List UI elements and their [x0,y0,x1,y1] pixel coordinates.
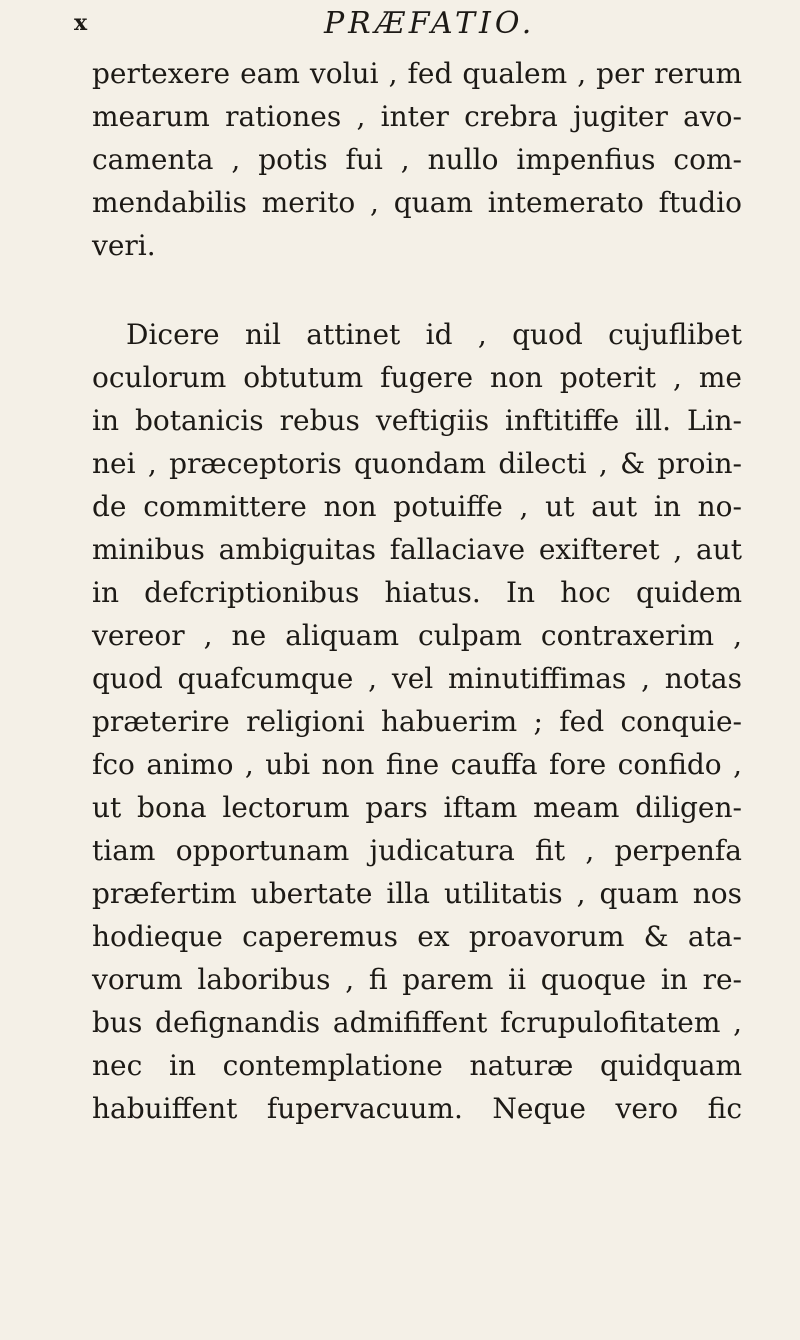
text-line: præfertim ubertate illa utilitatis , quam nos [92,877,742,910]
text-line: in defcriptionibus hiatus. In hoc quidem [92,576,742,609]
text-line: vorum laboribus , fi parem ii quoque in re- [92,963,742,996]
text-line: vereor , ne aliquam culpam contraxerim , [92,619,742,652]
text-line: ut bona lectorum pars iftam meam diligen- [92,791,742,824]
text-line: minibus ambiguitas fallaciave exifteret , aut [92,533,742,566]
text-line: fco animo , ubi non fine cauffa fore confido , [92,748,742,781]
text-line: habuiffent fupervacuum. Neque vero fic [92,1092,742,1125]
text-line: de committere non potuiffe , ut aut in no- [92,490,742,523]
text-line: bus defignandis admififfent fcrupulofitatem , [92,1006,742,1039]
text-line: tiam opportunam judicatura fit , perpenfa [92,834,742,867]
text-line: mearum rationes , inter crebra jugiter avo- [92,100,742,133]
text-line: pertexere eam volui , fed qualem , per rerum [92,57,742,90]
text-line: veri. [92,229,156,262]
page-header [0,4,800,50]
page-number: x [74,10,88,36]
text-line: mendabilis merito , quam intemerato ftudio [92,186,742,219]
text-line: hodieque caperemus ex proavorum & ata- [92,920,742,953]
text-line: oculorum obtutum fugere non poterit , me [92,361,742,394]
text-line: quod quafcumque , vel minutiffimas , notas [92,662,742,695]
text-line: in botanicis rebus veftigiis inftitiffe ill. Lin- [92,404,742,437]
text-line: præterire religioni habuerim ; fed conquie- [92,705,742,738]
paragraph-2 [92,313,742,1130]
text-line: nec in contemplatione naturæ quidquam [92,1049,742,1082]
text-line-first: Dicere nil attinet id , quod cujuflibet [126,318,742,351]
text-line: camenta , potis fui , nullo impenfius com- [92,143,742,176]
text-line: nei , præceptoris quondam dilecti , & proin- [92,447,742,480]
paragraph-1 [92,52,742,267]
running-title: PRÆFATIO. [324,6,536,41]
